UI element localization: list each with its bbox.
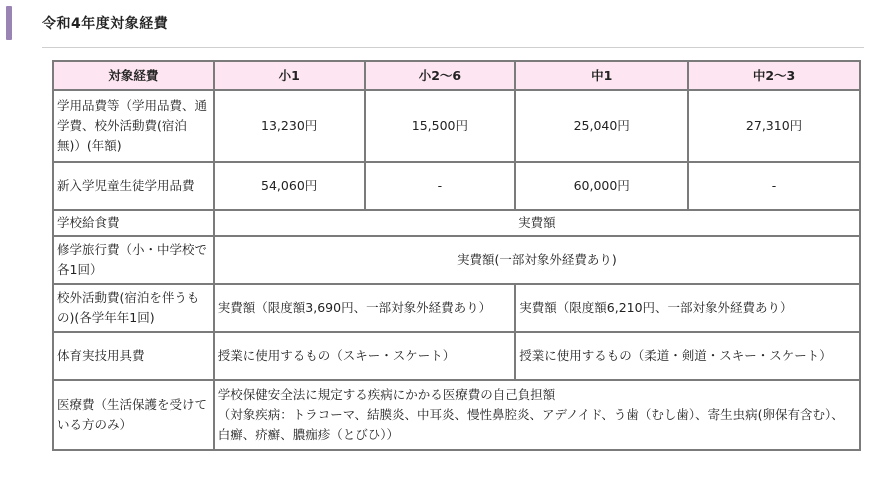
heading-accent-bar — [6, 6, 12, 40]
row-label: 医療費（生活保護を受けている方のみ） — [54, 381, 213, 449]
table-cell: 60,000円 — [516, 163, 687, 209]
table-cell: - — [689, 163, 859, 209]
row-label: 学用品費等（学用品費、通学費、校外活動費(宿泊無)）(年額) — [54, 91, 213, 161]
table-row — [54, 163, 859, 209]
table-row — [54, 285, 859, 331]
table-header-row — [54, 62, 859, 89]
table-cell-merged — [215, 381, 859, 449]
table-cell: 25,040円 — [516, 91, 687, 161]
row-label: 校外活動費(宿泊を伴うもの)(各学年年1回) — [54, 285, 213, 331]
row-label: 新入学児童生徒学用品費 — [54, 163, 213, 209]
table-cell-merged: 実費額(一部対象外経費あり) — [215, 237, 859, 283]
table-cell-elementary: 授業に使用するもの（スキー・スケート） — [215, 333, 514, 379]
table-cell: 15,500円 — [366, 91, 515, 161]
table-row — [54, 237, 859, 283]
header-grade-2-6: 小2～6 — [366, 62, 515, 89]
table-row — [54, 211, 859, 235]
table-cell-junior: 授業に使用するもの（柔道・剣道・スキー・スケート） — [516, 333, 859, 379]
row-label: 修学旅行費（小・中学校で各1回） — [54, 237, 213, 283]
table-cell-elementary: 実費額（限度額3,690円、一部対象外経費あり） — [215, 285, 514, 331]
table-row — [54, 381, 859, 449]
table-cell: 27,310円 — [689, 91, 859, 161]
header-junior-1: 中1 — [516, 62, 687, 89]
medical-description-line1: 学校保健安全法に規定する疾病にかかる医療費の自己負担額 — [217, 387, 556, 402]
row-label: 体育実技用具費 — [54, 333, 213, 379]
header-expense-type: 対象経費 — [54, 62, 213, 89]
medical-description-line2: （対象疾病：トラコーマ、結膜炎、中耳炎、慢性鼻腔炎、アデノイド、う歯（むし歯）、寄生虫病(卵保有含む）、白癬、疥癬、膿痂疹（とびひ）） — [217, 407, 844, 442]
table-cell: 13,230円 — [215, 91, 364, 161]
row-label: 学校給食費 — [54, 211, 213, 235]
expense-table — [52, 60, 861, 451]
page-title: 令和4年度対象経費 — [42, 16, 169, 32]
table-cell-merged: 実費額 — [215, 211, 859, 235]
table-row — [54, 333, 859, 379]
header-junior-2-3: 中2～3 — [689, 62, 859, 89]
heading-divider — [42, 47, 864, 48]
table-cell-junior: 実費額（限度額6,210円、一部対象外経費あり） — [516, 285, 859, 331]
header-grade-1: 小1 — [215, 62, 364, 89]
section-heading — [6, 6, 864, 42]
table-cell: - — [366, 163, 515, 209]
table-row — [54, 91, 859, 161]
table-cell: 54,060円 — [215, 163, 364, 209]
